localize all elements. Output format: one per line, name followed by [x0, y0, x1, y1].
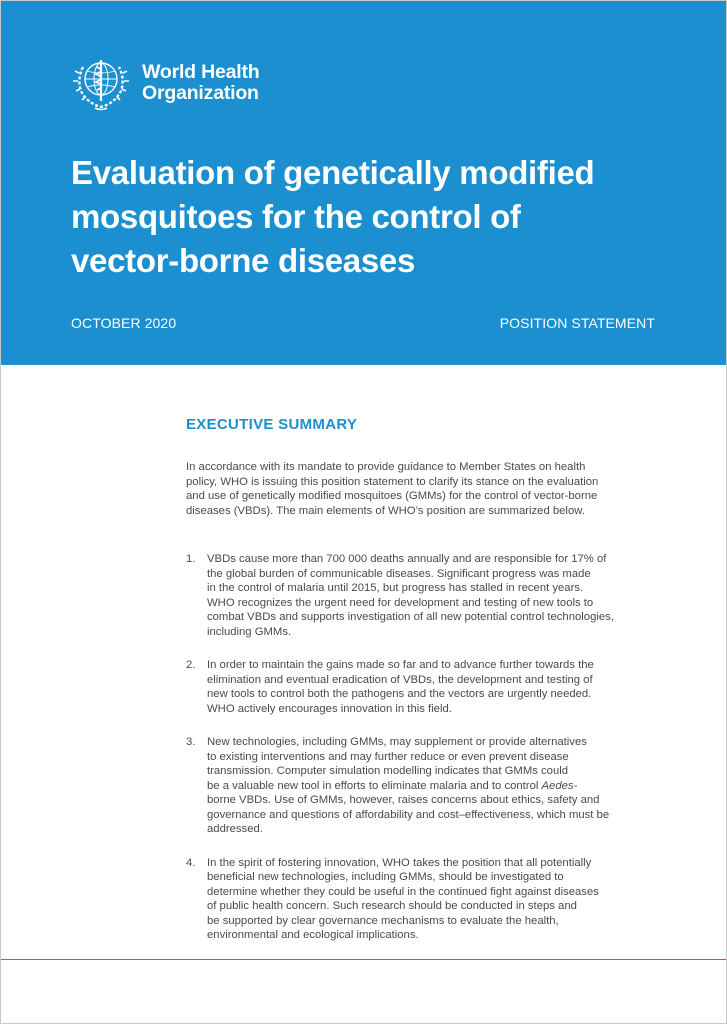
- list-item-number: 1.: [186, 553, 196, 565]
- list-item-line: be supported by clear governance mechanisms to evaluate the health,: [207, 914, 559, 927]
- title-line: mosquitoes for the control of: [71, 198, 521, 235]
- list-item-line: [207, 779, 661, 794]
- italic-term: Aedes-: [541, 779, 578, 792]
- document-type: POSITION STATEMENT: [499, 315, 655, 331]
- summary-points: [186, 552, 661, 943]
- list-item-line: In order to maintain the gains made so far and to advance further towards the: [207, 659, 594, 671]
- list-item-line: in the control of malaria until 2015, but progress has stalled in recent years.: [207, 582, 584, 594]
- organization-name: [142, 62, 260, 104]
- list-item-line: WHO recognizes the urgent need for development and testing of new tools to: [207, 596, 594, 609]
- list-item-line: environmental and ecological implications.: [207, 929, 419, 941]
- list-item-number: 4.: [186, 856, 196, 869]
- intro-line: policy, WHO is issuing this position statement to clarify its stance on the evaluation: [186, 475, 599, 488]
- list-item: [186, 856, 661, 943]
- section-heading: EXECUTIVE SUMMARY: [186, 416, 358, 433]
- intro-line: and use of genetically modified mosquitoes (GMMs) for the control of vector-borne: [186, 490, 598, 502]
- intro-paragraph: [186, 460, 661, 518]
- list-item-line: of public health concern. Such research should be conducted in steps and: [207, 900, 577, 912]
- intro-line: diseases (VBDs). The main elements of WHO’s position are summarized below.: [186, 504, 585, 517]
- list-item: [186, 552, 661, 639]
- list-item-line: addressed.: [207, 823, 263, 835]
- list-item-line: transmission. Computer simulation modelling indicates that GMMs could: [207, 765, 569, 777]
- who-logo: [69, 51, 260, 115]
- list-item-line: to existing interventions and may further reduce or even prevent disease: [207, 750, 569, 763]
- list-item-line: beneficial new technologies, including GMMs, should be investigated to: [207, 871, 564, 883]
- document-title: [71, 151, 671, 283]
- title-line: Evaluation of genetically modified: [71, 154, 595, 191]
- intro-line: In accordance with its mandate to provide guidance to Member States on health: [186, 461, 586, 473]
- organization-name-line2: Organization: [142, 82, 259, 104]
- list-item-line: determine whether they could be useful in the continued fight against diseases: [207, 885, 599, 898]
- list-item-number: 2.: [186, 659, 196, 671]
- list-item-line: new tools to control both the pathogens and the vectors are urgently needed.: [207, 688, 592, 700]
- executive-summary: [186, 415, 661, 962]
- list-item-line: New technologies, including GMMs, may supplement or provide alternatives: [207, 736, 587, 748]
- list-item: [186, 735, 661, 837]
- cover-header: [1, 1, 726, 365]
- list-item-line: WHO actively encourages innovation in this field.: [207, 702, 452, 715]
- list-item-line: including GMMs.: [207, 625, 292, 638]
- title-line: vector-borne diseases: [71, 242, 416, 279]
- list-item-line: the global burden of communicable diseases. Significant progress was made: [207, 567, 591, 580]
- who-emblem-icon: [69, 51, 133, 115]
- publication-date: OCTOBER 2020: [71, 315, 177, 331]
- list-item-line: elimination and eventual eradication of VBDs, the development and testing of: [207, 673, 593, 686]
- organization-name-line1: World Health: [142, 61, 260, 83]
- list-item: [186, 658, 661, 716]
- list-item-number: 3.: [186, 736, 196, 748]
- list-item-line: borne VBDs. Use of GMMs, however, raises concerns about ethics, safety and: [207, 794, 600, 806]
- list-item-line: In the spirit of fostering innovation, WHO takes the position that all potentially: [207, 856, 592, 869]
- list-item-line: governance and questions of affordability and cost–effectiveness, which must be: [207, 808, 610, 821]
- list-item-line: VBDs cause more than 700 000 deaths annually and are responsible for 17% of: [207, 553, 607, 565]
- list-item-line: combat VBDs and supports investigation of all new potential control technologies,: [207, 611, 614, 623]
- list-item-line-text: be a valuable new tool in efforts to eliminate malaria and to control: [207, 779, 539, 792]
- footer-divider: [1, 959, 726, 960]
